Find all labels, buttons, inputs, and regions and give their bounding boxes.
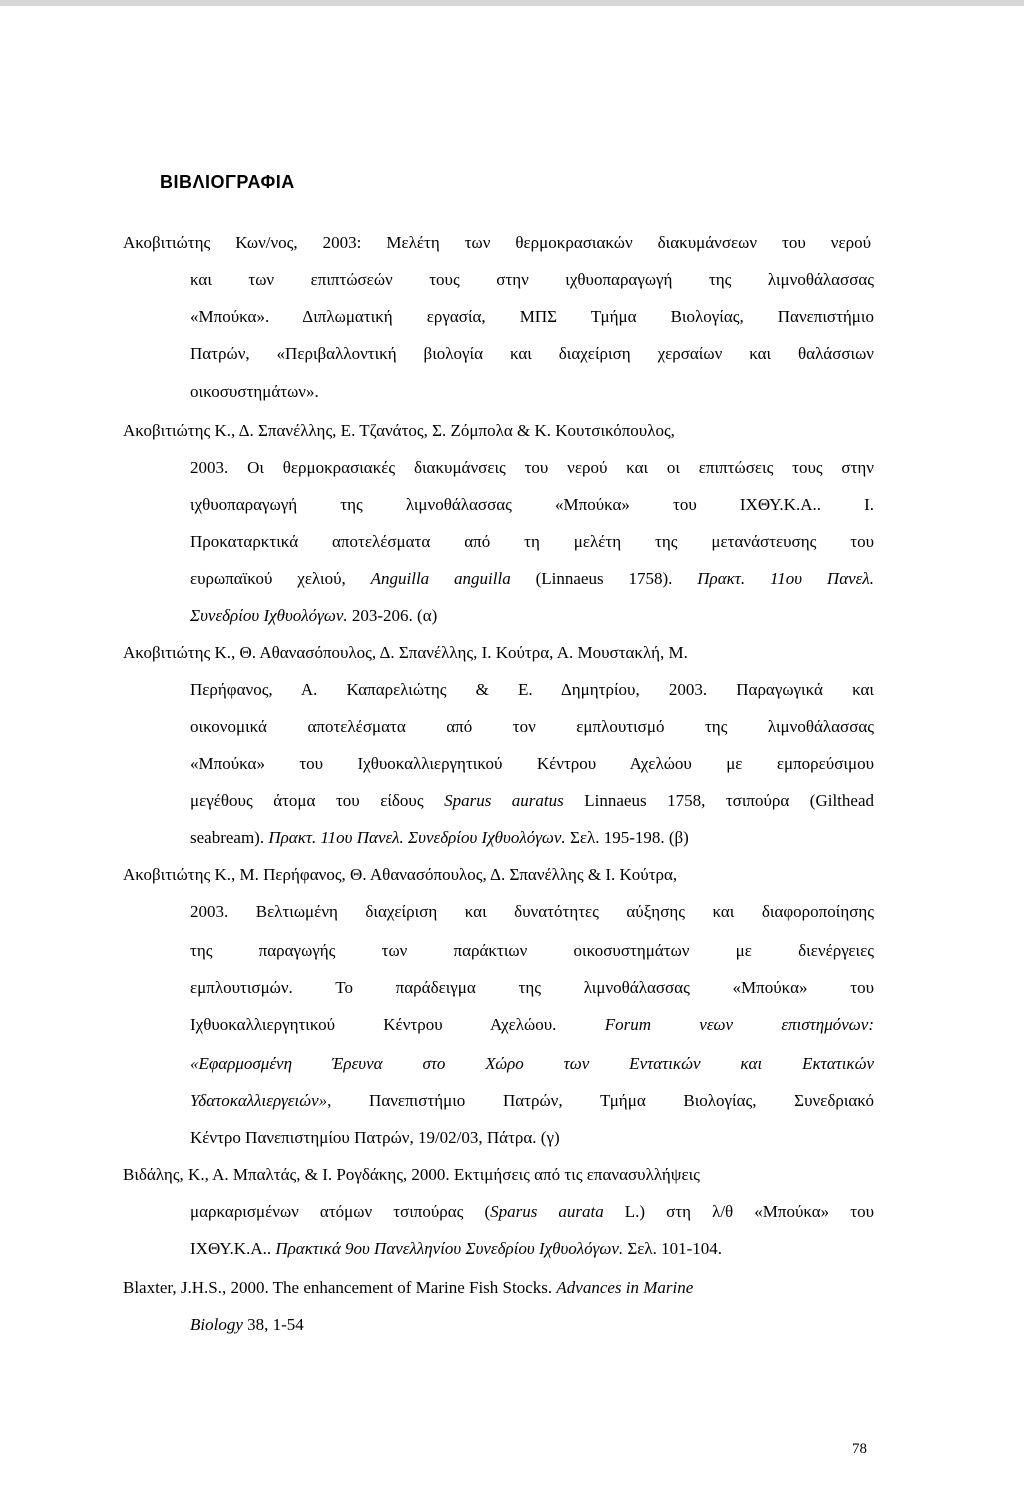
reference-text: Blaxter, J.H.S., 2000. The enhancement of Marine Fish Stocks.: [123, 1278, 557, 1297]
reference-line: [190, 1014, 874, 1036]
reference-line-first: [123, 642, 871, 664]
reference-text: L.) στη λ/θ «Μπούκα» του: [603, 1202, 874, 1221]
reference-italic-text: Biology: [190, 1315, 243, 1334]
reference-text: εμπλουτισμών. Το παράδειγμα της λιμνοθάλασσας «Μπούκα» του: [190, 978, 874, 997]
reference-line: [190, 790, 874, 812]
reference-text: ΙΧΘΥ.Κ.Α..: [190, 1239, 276, 1258]
reference-text: «Μπούκα» του Ιχθυοκαλλιεργητικού Κέντρου Αχελώου με εμπορεύσιμου: [190, 754, 874, 773]
reference-line: [190, 306, 874, 328]
reference-line-first: [123, 1164, 871, 1186]
reference-italic-text: Sparus auratus: [444, 791, 564, 810]
reference-text: μαρκαρισμένων ατόμων τσιπούρας (: [190, 1202, 491, 1221]
reference-italic-text: Sparus aurata: [490, 1202, 604, 1221]
reference-text: 38, 1-54: [242, 1315, 304, 1334]
reference-italic-text: Anguilla anguilla: [370, 569, 511, 588]
reference-text: οικοσυστημάτων».: [190, 382, 319, 401]
reference-line: [190, 716, 874, 738]
reference-italic-text: Υδατοκαλλιεργειών»: [190, 1091, 328, 1110]
reference-text: 2003. Οι θερμοκρασιακές διακυμάνσεις του νερού και οι επιπτώσεις τους στην: [190, 458, 874, 477]
reference-line: [190, 568, 874, 590]
page-number: 78: [852, 1441, 867, 1457]
reference-line-first: [123, 232, 871, 254]
reference-text: Linnaeus 1758, τσιπούρα (Gilthead: [563, 791, 874, 810]
reference-line: [190, 1053, 874, 1075]
reference-line: [190, 1127, 874, 1149]
reference-line: [190, 1201, 874, 1223]
reference-text: μεγέθους άτομα του είδους: [190, 791, 445, 810]
page-title: ΒΙΒΛΙΟΓΡΑΦΙΑ: [160, 172, 295, 192]
reference-text: Ακοβιτιώτης Κ., Θ. Αθανασόπουλος, Δ. Σπανέλλης, Ι. Κούτρα, Α. Μουστακλή, Μ.: [123, 643, 688, 662]
reference-italic-text: «Εφαρμοσμένη Έρευνα στο Χώρο των Εντατικών και Εκτατικών: [190, 1054, 874, 1073]
reference-line: [190, 1314, 874, 1336]
reference-line: [190, 494, 874, 516]
reference-line: [190, 269, 874, 291]
reference-text: Σελ. 195-198. (β): [565, 828, 689, 847]
reference-line-first: [123, 420, 871, 442]
reference-text: Βιδάλης, Κ., Α. Μπαλτάς, & Ι. Ρογδάκης, 2000. Εκτιμήσεις από τις επανασυλλήψεις: [123, 1165, 700, 1184]
reference-text: «Μπούκα». Διπλωματική εργασία, ΜΠΣ Τμήμα Βιολογίας, Πανεπιστήμιο: [190, 307, 874, 326]
reference-italic-text: Πρακτ. 11ου Πανελ. Συνεδρίου Ιχθυολόγων.: [268, 828, 566, 847]
reference-text: Κέντρο Πανεπιστημίου Πατρών, 19/02/03, Πάτρα. (γ): [190, 1128, 560, 1147]
reference-line: [190, 343, 874, 365]
reference-text: Ακοβιτιώτης Κ., Δ. Σπανέλλης, Ε. Τζανάτος, Σ. Ζόμπολα & Κ. Κουτσικόπουλος,: [123, 421, 675, 440]
reference-text: ιχθυοπαραγωγή της λιμνοθάλασσας «Μπούκα» του ΙΧΘΥ.Κ.Α.. Ι.: [190, 495, 874, 514]
reference-line: [190, 753, 874, 775]
reference-line: [190, 457, 874, 479]
reference-text: Προκαταρκτικά αποτελέσματα από τη μελέτη της μετανάστευσης του: [190, 532, 874, 551]
reference-line-first: [123, 1277, 871, 1299]
reference-line: [190, 1090, 874, 1112]
reference-text: 2003. Βελτιωμένη διαχείριση και δυνατότητες αύξησης και διαφοροποίησης: [190, 902, 874, 921]
reference-text: Ακοβιτιώτης Κ., Μ. Περήφανος, Θ. Αθανασόπουλος, Δ. Σπανέλλης & Ι. Κούτρα,: [123, 865, 678, 884]
reference-line: [190, 381, 874, 403]
reference-text: και των επιπτώσεών τους στην ιχθυοπαραγωγή της λιμνοθάλασσας: [190, 270, 874, 289]
reference-text: Σελ. 101-104.: [623, 1239, 723, 1258]
scan-edge: [0, 0, 1024, 6]
reference-text: , Πανεπιστήμιο Πατρών, Τμήμα Βιολογίας, Συνεδριακό: [327, 1091, 874, 1110]
reference-line: [190, 1238, 874, 1260]
reference-line: [190, 977, 874, 999]
reference-text: Ακοβιτιώτης Κων/νος, 2003: Μελέτη των θερμοκρασιακών διακυμάνσεων του νερού: [123, 233, 871, 252]
reference-text: ευρωπαϊκού χελιού,: [190, 569, 371, 588]
reference-line: [190, 531, 874, 553]
reference-line: [190, 679, 874, 701]
reference-text: οικονομικά αποτελέσματα από τον εμπλουτισμό της λιμνοθάλασσας: [190, 717, 874, 736]
reference-text: (Linnaeus 1758).: [510, 569, 698, 588]
reference-italic-text: Πρακτ. 11ου Πανελ.: [697, 569, 874, 588]
reference-italic-text: Advances in Marine: [556, 1278, 694, 1297]
reference-italic-text: Forum νεων επιστημόνων:: [604, 1015, 874, 1034]
reference-italic-text: Πρακτικά 9ου Πανελληνίου Συνεδρίου Ιχθυολόγων.: [275, 1239, 624, 1258]
reference-text: 203-206. (α): [347, 606, 438, 625]
reference-line: [190, 605, 874, 627]
reference-line-first: [123, 864, 871, 886]
reference-italic-text: Συνεδρίου Ιχθυολόγων.: [190, 606, 348, 625]
reference-text: της παραγωγής των παράκτιων οικοσυστημάτων με διενέργειες: [190, 941, 874, 960]
reference-text: Ιχθυοκαλλιεργητικού Κέντρου Αχελώου.: [190, 1015, 605, 1034]
reference-line: [190, 901, 874, 923]
reference-text: Περήφανος, Α. Καπαρελιώτης & Ε. Δημητρίου, 2003. Παραγωγικά και: [190, 680, 874, 699]
reference-line: [190, 827, 874, 849]
reference-text: Πατρών, «Περιβαλλοντική βιολογία και διαχείριση χερσαίων και θαλάσσιων: [190, 344, 874, 363]
reference-text: seabream).: [190, 828, 269, 847]
reference-line: [190, 940, 874, 962]
